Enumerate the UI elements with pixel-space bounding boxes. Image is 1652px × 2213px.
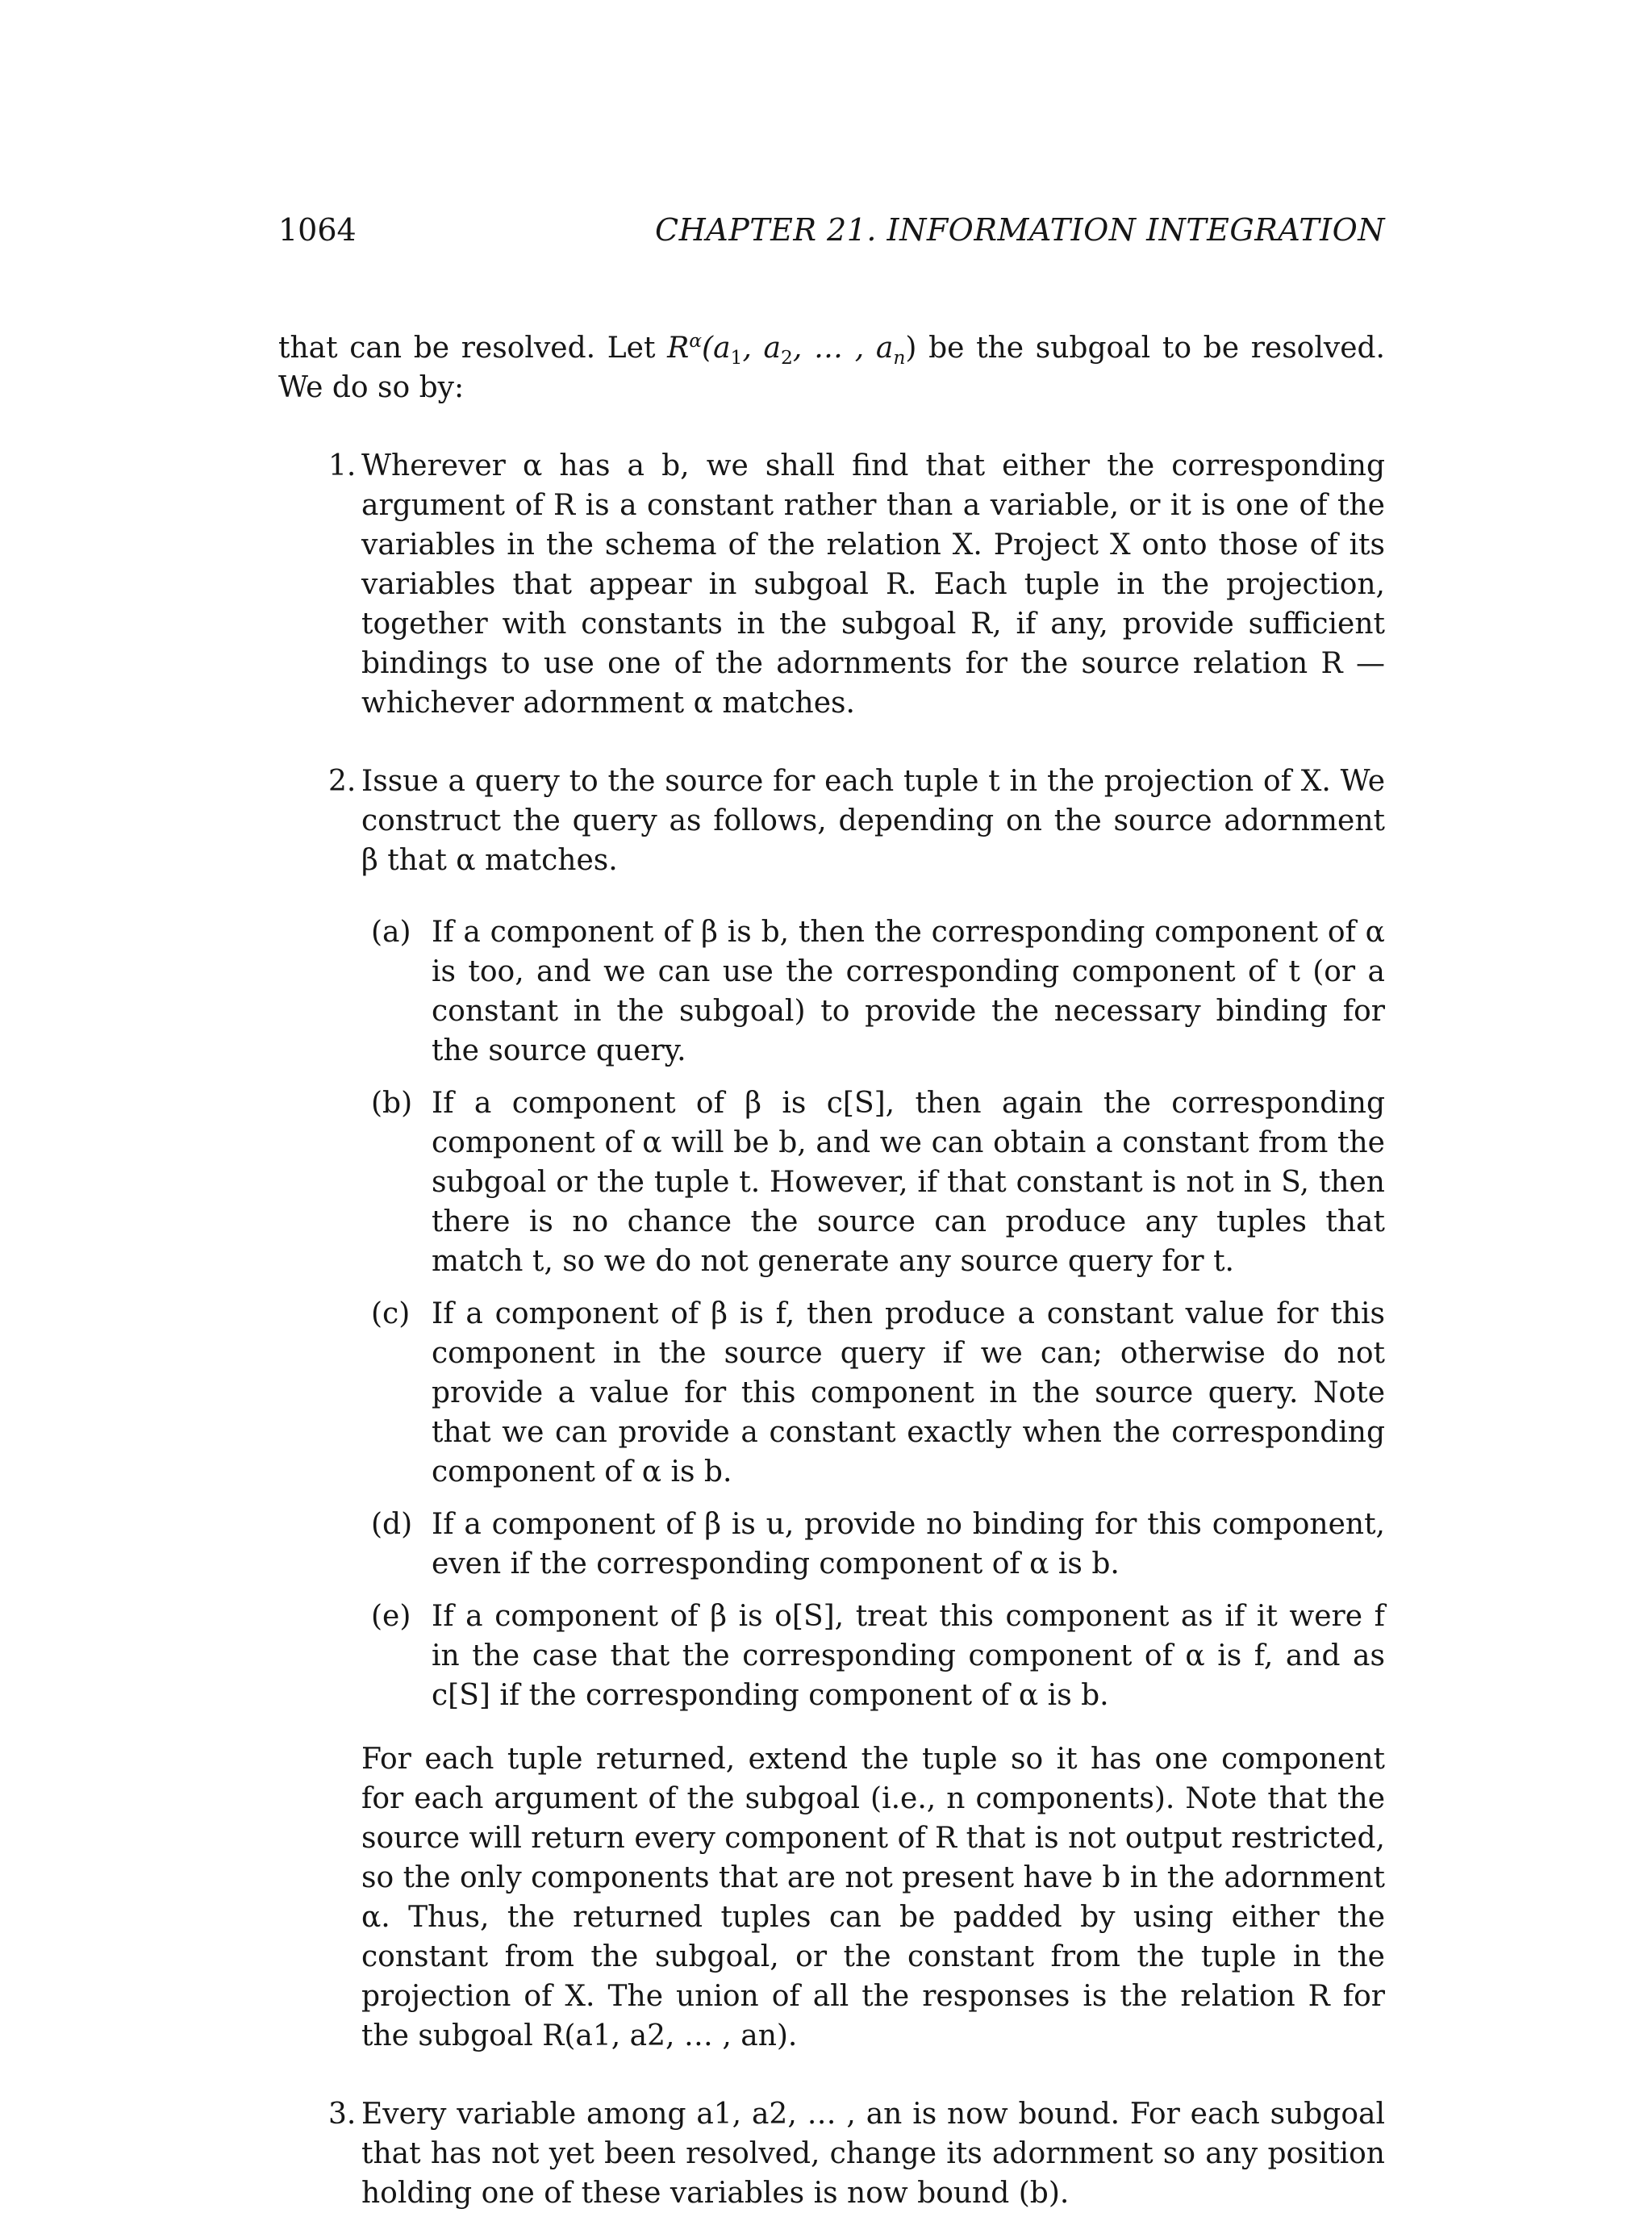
intro-paragraph <box>278 328 1385 407</box>
sub-item-c <box>371 1294 1385 1492</box>
subgoal-relation: R <box>667 332 690 365</box>
page-number: 1064 <box>278 212 357 248</box>
subscript-n: n <box>893 346 906 370</box>
list-item-number: 2. <box>328 765 357 798</box>
list-item-2 <box>328 762 1385 2056</box>
intro-text-1: that can be resolved. Let <box>278 332 668 365</box>
sub-item-text: If a component of β is b, then the corresponding component of α is too, and we can use the corresponding component of t (or a constant in the subgoal) to provide the necessary binding for the source query. <box>432 916 1385 1067</box>
running-head: CHAPTER 21. INFORMATION INTEGRATION <box>655 212 1385 248</box>
book-page <box>278 206 1385 2213</box>
sub-item-a <box>371 912 1385 1071</box>
subscript-2: 2 <box>781 346 793 370</box>
list-item-number: 3. <box>328 2098 357 2131</box>
sub-item-b <box>371 1084 1385 1281</box>
list-item-1 <box>328 446 1385 723</box>
sub-item-label: (c) <box>371 1297 411 1330</box>
sub-item-e <box>371 1597 1385 1715</box>
arg-sep-1: , a <box>742 332 782 365</box>
sub-item-text: If a component of β is c[S], then again the corresponding component of α will be b, and we can obtain a constant from the subgoal or the tuple t. However, if that constant is not in S, then there is no chance the source can produce any tuples that match t, so we do not generate any source query for t. <box>432 1087 1385 1278</box>
sub-item-label: (e) <box>371 1600 411 1633</box>
subscript-1: 1 <box>730 346 743 370</box>
sub-item-label: (d) <box>371 1508 413 1541</box>
sub-item-text: If a component of β is o[S], treat this component as if it were f in the case that the corresponding component of α is f, and as c[S] if the corresponding component of α is b. <box>432 1600 1385 1712</box>
sub-item-label: (b) <box>371 1087 413 1120</box>
page-header <box>278 206 1385 254</box>
list-item-3 <box>328 2094 1385 2213</box>
list-item-text: Wherever α has a b, we shall find that either the corresponding argument of R is a constant rather than a variable, or it is one of the variables in the schema of the relation X. Project X onto those of its variables that appear in subgoal R. Each tuple in the projection, together with constants in the subgoal R, if any, provide sufficient bindings to use one of the adornments for the source relation R — whichever adornment α matches. <box>361 449 1385 720</box>
sub-item-text: If a component of β is f, then produce a constant value for this component in the source query if we can; otherwise do not provide a value for this component in the source query. Note that we can provide a constant exactly when the corresponding component of α is b. <box>432 1297 1385 1489</box>
sub-item-d <box>371 1505 1385 1584</box>
arg-close: ) <box>905 332 917 365</box>
list-item-number: 1. <box>328 449 357 482</box>
sub-list <box>371 912 1385 1715</box>
arg-sep-2: , … , a <box>792 332 894 365</box>
arg-open: (a <box>702 332 731 365</box>
list-item-text: Issue a query to the source for each tuple t in the projection of X. We construct the query as follows, depending on the source adornment β that α matches. <box>361 765 1385 877</box>
list-item-2-continuation: For each tuple returned, extend the tuple so it has one component for each argument of the subgoal (i.e., n components). Note that the source will return every component of R that is not output restricted, so the only components that are not present have b in the adornment α. Thus, the returned tuples can be padded by using either the constant from the subgoal, or the constant from the tuple in the projection of X. The union of all the responses is the relation R for the subgoal R(a1, a2, … , an). <box>361 1743 1385 2052</box>
list-item-text: Every variable among a1, a2, … , an is now bound. For each subgoal that has not yet been resolved, change its adornment so any position holding one of these variables is now bound (b). <box>361 2098 1385 2210</box>
sub-item-label: (a) <box>371 916 411 949</box>
adornment-superscript: α <box>689 329 703 352</box>
sub-item-text: If a component of β is u, provide no binding for this component, even if the corresponding component of α is b. <box>432 1508 1385 1580</box>
intro-text-2: be the subgoal to be resolved. We do so by: <box>278 332 1386 404</box>
